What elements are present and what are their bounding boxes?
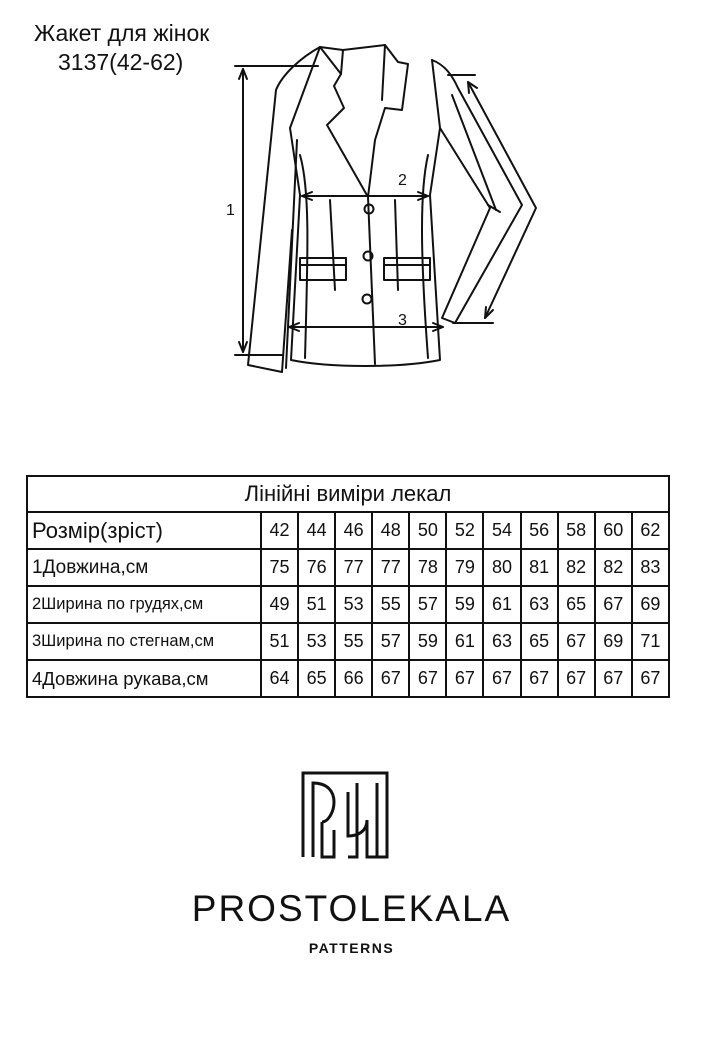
measure-label-1: 1 [226,202,235,219]
measure-label-3: 3 [398,312,407,329]
size-cell: 42 [261,512,298,549]
row-label: 1Довжина,см [27,549,261,586]
table-caption: Лінійні виміри лекал [27,476,669,512]
measure-label-2: 2 [398,172,407,189]
size-cell: 50 [409,512,446,549]
row-label: 3Ширина по стегнам,см [27,623,261,660]
value-cell: 53 [298,623,335,660]
brand-tagline: PATTERNS [308,940,395,956]
jacket-sketch [0,0,703,440]
size-cell: 52 [446,512,483,549]
value-cell: 59 [446,586,483,623]
size-cell: 62 [632,512,669,549]
size-cell: 56 [521,512,558,549]
value-cell: 77 [335,549,372,586]
value-cell: 67 [558,623,595,660]
value-cell: 57 [372,623,409,660]
value-cell: 67 [409,660,446,697]
value-cell: 71 [632,623,669,660]
value-cell: 51 [261,623,298,660]
size-cell: 60 [595,512,632,549]
value-cell: 82 [558,549,595,586]
table-row [27,549,669,586]
value-cell: 82 [595,549,632,586]
table-row [27,623,669,660]
size-cell: 44 [298,512,335,549]
table-row [27,512,669,549]
value-cell: 69 [632,586,669,623]
value-cell: 80 [483,549,520,586]
value-cell: 57 [409,586,446,623]
size-header: Розмір(зріст) [27,512,261,549]
value-cell: 67 [558,660,595,697]
value-cell: 75 [261,549,298,586]
row-label: 2Ширина по грудях,см [27,586,261,623]
value-cell: 51 [298,586,335,623]
measurements-table [26,475,670,698]
value-cell: 65 [558,586,595,623]
value-cell: 77 [372,549,409,586]
value-cell: 83 [632,549,669,586]
value-cell: 64 [261,660,298,697]
value-cell: 67 [372,660,409,697]
value-cell: 66 [335,660,372,697]
table-row [27,660,669,697]
value-cell: 67 [446,660,483,697]
value-cell: 79 [446,549,483,586]
size-cell: 54 [483,512,520,549]
value-cell: 55 [335,623,372,660]
value-cell: 61 [483,586,520,623]
brand-logo-icon [300,770,390,860]
row-label: 4Довжина рукава,см [27,660,261,697]
product-title: Жакет для жінок [34,20,210,46]
value-cell: 78 [409,549,446,586]
button-3 [363,295,372,304]
brand-name: PROSTOLEKALA [191,888,512,929]
value-cell: 67 [483,660,520,697]
size-cell: 46 [335,512,372,549]
value-cell: 67 [632,660,669,697]
value-cell: 76 [298,549,335,586]
value-cell: 67 [595,660,632,697]
value-cell: 67 [521,660,558,697]
table-row [27,586,669,623]
size-cell: 58 [558,512,595,549]
size-cell: 48 [372,512,409,549]
value-cell: 67 [595,586,632,623]
value-cell: 65 [521,623,558,660]
value-cell: 53 [335,586,372,623]
value-cell: 69 [595,623,632,660]
value-cell: 55 [372,586,409,623]
value-cell: 61 [446,623,483,660]
value-cell: 65 [298,660,335,697]
value-cell: 81 [521,549,558,586]
collar [320,45,408,197]
value-cell: 63 [521,586,558,623]
left-sleeve [248,47,320,372]
value-cell: 49 [261,586,298,623]
product-code: 3137(42-62) [58,49,184,75]
value-cell: 59 [409,623,446,660]
value-cell: 63 [483,623,520,660]
